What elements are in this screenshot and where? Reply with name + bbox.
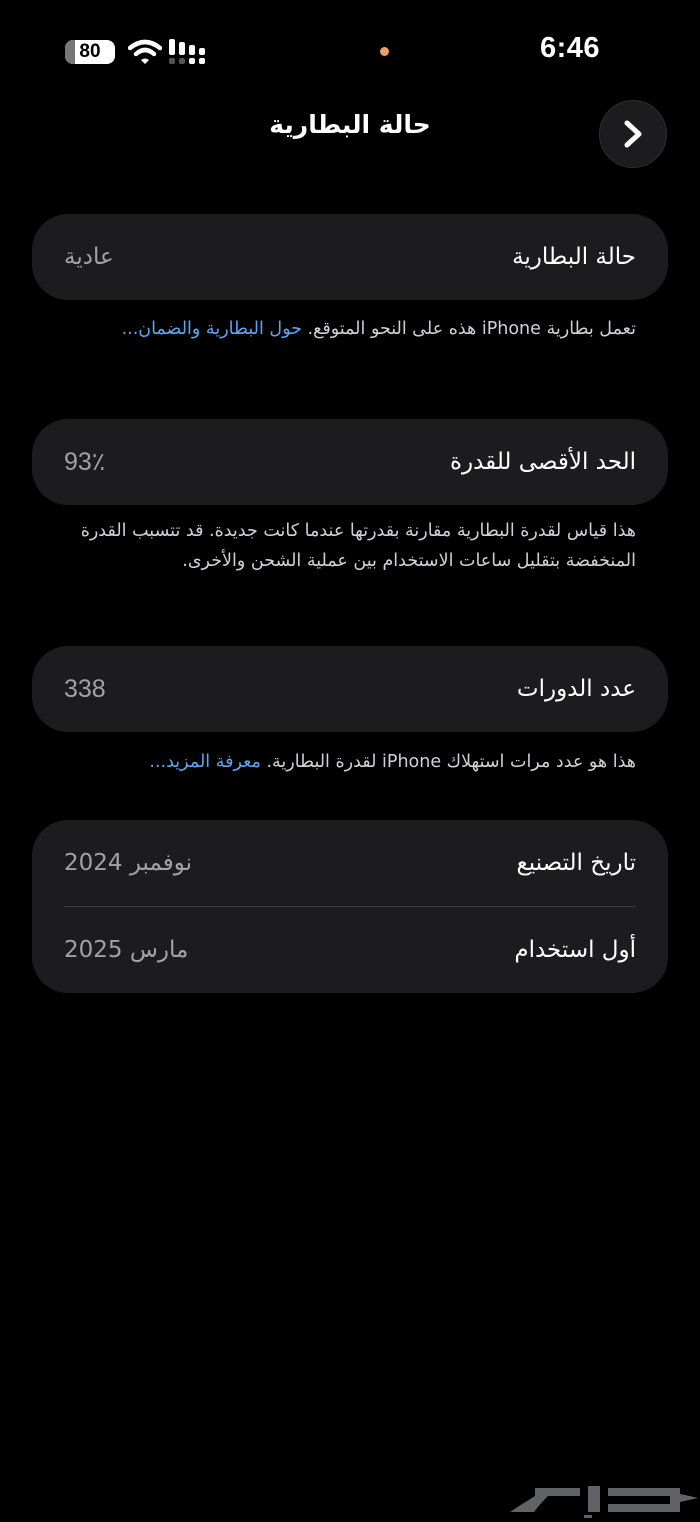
cycle-count-value: 338 bbox=[64, 674, 106, 703]
learn-more-link[interactable]: معرفة المزيد... bbox=[149, 752, 261, 772]
battery-health-note-text: تعمل بطارية iPhone هذه على النحو المتوقع. bbox=[301, 319, 636, 339]
battery-health-card bbox=[32, 214, 668, 300]
cycle-count-card bbox=[32, 646, 668, 732]
cellular-signal-icon bbox=[168, 39, 208, 65]
first-use-value: مارس 2025 bbox=[64, 937, 189, 963]
battery-health-note bbox=[60, 314, 636, 344]
battery-warranty-link[interactable]: حول البطارية والضمان... bbox=[121, 319, 302, 339]
cycle-count-label: عدد الدورات bbox=[516, 676, 636, 702]
battery-health-row bbox=[32, 214, 668, 300]
cycle-count-note-text: هذا هو عدد مرات استهلاك iPhone لقدرة البطارية. bbox=[260, 752, 636, 772]
chevron-right-icon bbox=[620, 119, 646, 149]
max-capacity-row bbox=[32, 419, 668, 505]
wifi-icon bbox=[128, 38, 162, 66]
battery-percent: 80 bbox=[79, 41, 101, 62]
max-capacity-label: الحد الأقصى للقدرة bbox=[449, 449, 636, 475]
max-capacity-card bbox=[32, 419, 668, 505]
max-capacity-value: 93٪ bbox=[64, 448, 106, 476]
privacy-indicator-dot bbox=[380, 47, 389, 56]
cycle-count-note bbox=[40, 747, 636, 777]
status-time: 6:46 bbox=[539, 32, 601, 64]
manufacture-date-label: تاريخ التصنيع bbox=[516, 850, 636, 876]
haraj-watermark-logo bbox=[500, 1478, 700, 1518]
first-use-row bbox=[32, 907, 668, 993]
first-use-label: أول استخدام bbox=[514, 937, 636, 963]
max-capacity-note: هذا قياس لقدرة البطارية مقارنة بقدرتها عندما كانت جديدة. قد تتسبب القدرة المنخفضة بتقليل ساعات الاستخدام بين عملية الشحن والأخرى. bbox=[80, 521, 636, 571]
back-button[interactable] bbox=[599, 100, 667, 168]
battery-icon bbox=[65, 40, 115, 64]
manufacture-date-row bbox=[32, 820, 668, 906]
dates-card bbox=[32, 820, 668, 993]
cycle-count-row bbox=[32, 646, 668, 732]
status-bar bbox=[0, 0, 700, 90]
battery-health-value: عادية bbox=[64, 244, 114, 270]
manufacture-date-value: نوفمبر 2024 bbox=[64, 850, 193, 876]
battery-health-label: حالة البطارية bbox=[512, 244, 636, 270]
page-title: حالة البطارية bbox=[269, 110, 431, 139]
